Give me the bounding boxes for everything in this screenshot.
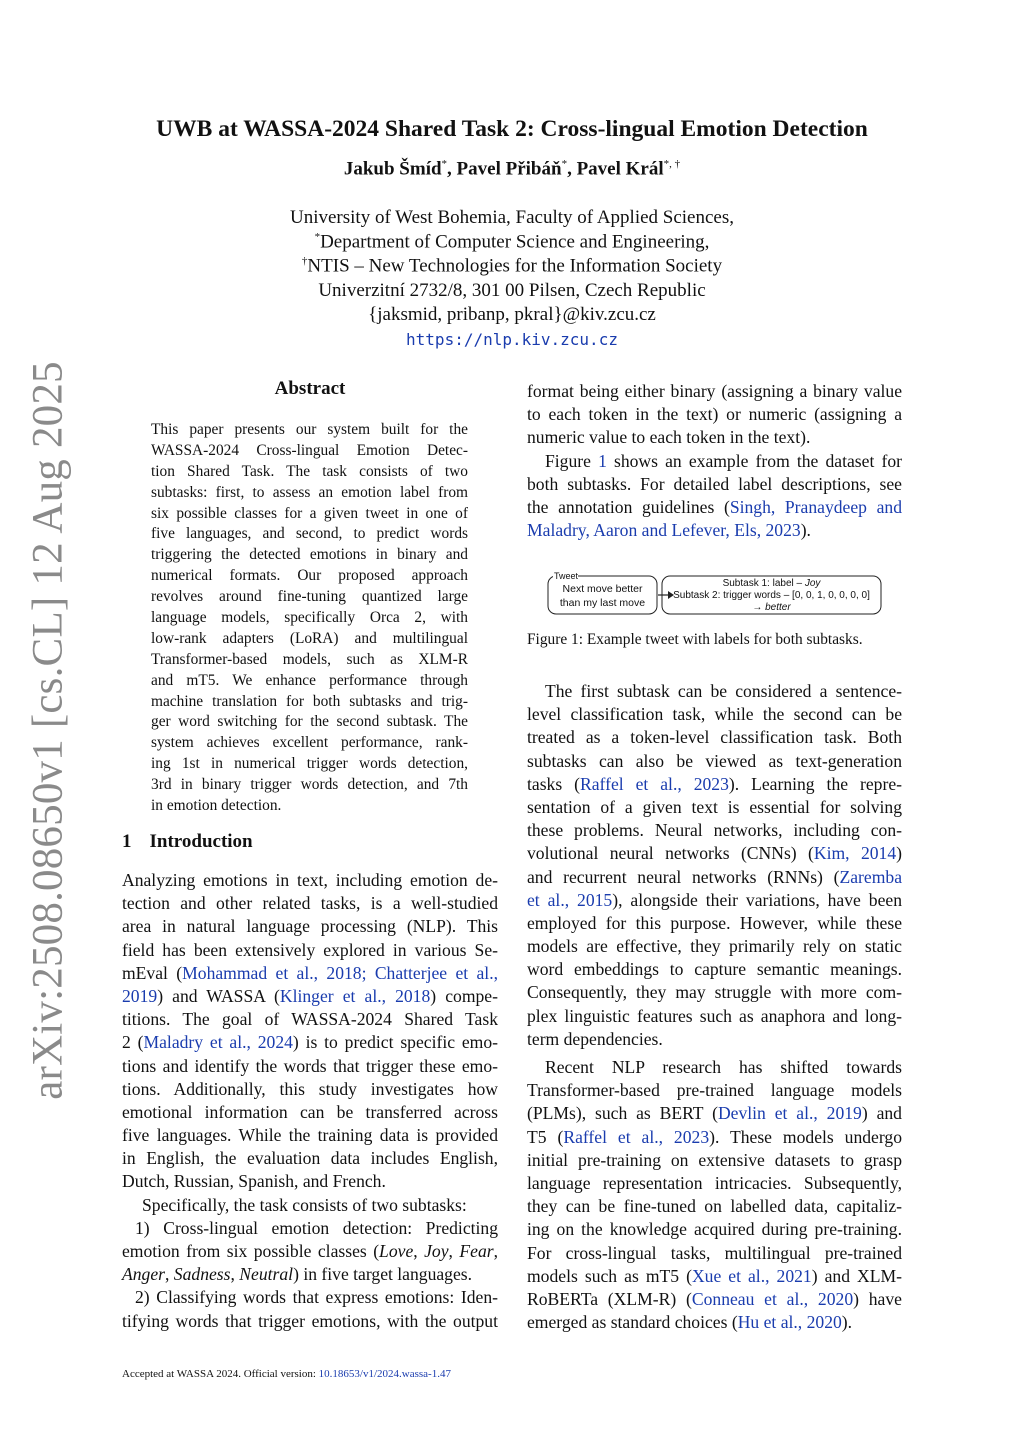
figure-1-diagram bbox=[547, 570, 887, 620]
citation-link[interactable]: Zaremba bbox=[839, 866, 902, 887]
author-mark: *, † bbox=[663, 158, 681, 170]
author-emails: {jaksmid, pribanp, pkral}@kiv.zcu.cz bbox=[368, 304, 656, 325]
abstract-line: and mT5. We enhance performance through bbox=[151, 671, 468, 689]
text-line: numeric value to each token in the text). bbox=[527, 427, 811, 448]
doi-link[interactable]: 10.18653/v1/2024.wassa-1.47 bbox=[318, 1368, 451, 1380]
text-line: Figure 1 shows an example from the dataset for bbox=[545, 450, 902, 471]
abstract-line: Transformer-based models, such as XLM-R bbox=[151, 650, 468, 668]
text-line: Anger, Sadness, Neutral) in five target languages. bbox=[122, 1264, 473, 1285]
text-line: 2019) and WASSA (Klinger et al., 2018) compe- bbox=[122, 985, 498, 1006]
footer-note: Accepted at WASSA 2024. Official version: 10.18653/v1/2024.wassa-1.47 bbox=[122, 1368, 451, 1380]
subtask-1-label: Subtask 1: label – Joy bbox=[722, 578, 821, 589]
citation-link[interactable]: Maladry et al., 2024 bbox=[143, 1032, 293, 1053]
text-line: subtasks can also be viewed as text-generation bbox=[527, 750, 902, 771]
trigger-word-label: → better bbox=[752, 602, 791, 613]
right-column-paragraph-3 bbox=[527, 1056, 902, 1334]
text-line: word embeddings to capture semantic meanings. bbox=[527, 959, 902, 980]
text-line: tions. Additionally, this study investigates how bbox=[122, 1078, 498, 1099]
affiliation-line: University of West Bohemia, Faculty of Applied Sciences, bbox=[289, 207, 734, 228]
text-line: Analyzing emotions in text, including emotion de- bbox=[122, 870, 498, 890]
subtask-2-description: 2) Classifying words that express emotions: Iden- bbox=[135, 1287, 498, 1308]
text-line: Maladry, Aaron and Lefever, Els, 2023). bbox=[527, 520, 811, 541]
text-line: (PLMs), such as BERT (Devlin et al., 2019) and bbox=[527, 1103, 902, 1124]
affiliation-line: *Department of Computer Science and Engineering, bbox=[314, 231, 710, 253]
text-line: T5 (Raffel et al., 2023). These models undergo bbox=[527, 1126, 902, 1147]
citation-link[interactable]: Maladry, Aaron and Lefever, Els, 2023 bbox=[527, 520, 801, 541]
text-line: format being either binary (assigning a binary value bbox=[527, 381, 902, 401]
right-column-paragraph-1 bbox=[527, 380, 902, 542]
text-line: tions and identify the words that trigger these emo- bbox=[122, 1055, 498, 1076]
paper-title: UWB at WASSA-2024 Shared Task 2: Cross-lingual Emotion Detection bbox=[156, 116, 868, 142]
citation-link[interactable]: 2019 bbox=[122, 985, 158, 1006]
abstract-line: tion Shared Task. The task consists of two bbox=[151, 462, 468, 480]
lab-url-row bbox=[0, 329, 1024, 351]
citation-link[interactable]: Mohammad et al., 2018; Chatterjee et al., bbox=[182, 962, 498, 983]
citation-link[interactable]: Singh, Pranaydeep and bbox=[729, 496, 902, 517]
author-mark: * bbox=[561, 158, 568, 170]
text-line: field has been extensively explored in various Se- bbox=[122, 939, 498, 960]
text-line: level classification task, while the second can be bbox=[527, 704, 902, 725]
text-line: tasks (Raffel et al., 2023). Learning the repre- bbox=[527, 773, 902, 794]
abstract-line: triggering the detected emotions in binary and bbox=[151, 546, 468, 564]
abstract-line: language models, specifically Orca 2, with bbox=[151, 609, 468, 627]
abstract-line: six possible classes for a given tweet in one of bbox=[151, 504, 468, 522]
citation-link[interactable]: Devlin et al., 2019 bbox=[717, 1103, 862, 1124]
text-line: initial pre-training on extensive datasets to grasp bbox=[527, 1149, 902, 1170]
text-line: Consequently, they may struggle with more com- bbox=[527, 982, 902, 1003]
author-kral: Pavel Král bbox=[576, 158, 664, 180]
subtask-1-description: 1) Cross-lingual emotion detection: Predicting bbox=[135, 1217, 498, 1238]
lab-url-link[interactable]: https://nlp.kiv.zcu.cz bbox=[406, 330, 618, 349]
text-line: ing on the knowledge acquired during pre-training. bbox=[527, 1219, 902, 1240]
text-line: the annotation guidelines (Singh, Pranaydeep and bbox=[527, 496, 902, 517]
text-line: five languages. While the training data is provided bbox=[122, 1125, 498, 1146]
abstract-line: subtasks: first, to assess an emotion label from bbox=[151, 483, 468, 501]
citation-link[interactable]: Raffel et al., 2023 bbox=[563, 1126, 710, 1147]
text-line: both subtasks. For detailed label descriptions, see bbox=[527, 473, 902, 494]
abstract-body bbox=[151, 420, 468, 817]
right-column-paragraph-2 bbox=[527, 680, 902, 1051]
text-line: emotional information can be transferred across bbox=[122, 1101, 498, 1122]
tweet-label: Tweet bbox=[554, 571, 579, 581]
text-line: to each token in the text) or numeric (assigning a bbox=[527, 404, 902, 425]
abstract-line: This paper presents our system built for the bbox=[151, 421, 468, 438]
text-line: Recent NLP research has shifted towards bbox=[545, 1057, 902, 1077]
intro-paragraph-2: Specifically, the task consists of two subtasks: bbox=[142, 1194, 467, 1215]
abstract-line: numerical formats. Our proposed approach bbox=[151, 567, 468, 585]
text-line: in English, the evaluation data includes English, bbox=[122, 1148, 498, 1169]
abstract-line: revolves around fine-tuning quantized large bbox=[151, 588, 468, 606]
text-line: area in natural language processing (NLP). This bbox=[122, 916, 498, 937]
text-line: RoBERTa (XLM-R) (Conneau et al., 2020) have bbox=[527, 1288, 902, 1309]
abstract-line: 3rd in binary trigger words detection, and 7th bbox=[151, 776, 468, 794]
text-line: term dependencies. bbox=[527, 1028, 663, 1049]
text-line: employed for this purpose. However, while these bbox=[527, 912, 902, 933]
citation-link[interactable]: Klinger et al., 2018 bbox=[279, 985, 431, 1006]
abstract-line: low-rank adapters (LoRA) and multilingual bbox=[151, 629, 468, 647]
text-line: and recurrent neural networks (RNNs) (Zaremba bbox=[527, 866, 902, 887]
intro-paragraph-1 bbox=[122, 869, 498, 1333]
abstract-line: machine translation for both subtasks and trig- bbox=[151, 692, 468, 710]
text-line: titions. The goal of WASSA-2024 Shared Task bbox=[122, 1009, 498, 1030]
citation-link[interactable]: Conneau et al., 2020 bbox=[691, 1288, 854, 1309]
text-line: emotion from six possible classes (Love, Joy, Fear, bbox=[122, 1241, 498, 1261]
text-line: tifying words that trigger emotions, with the output bbox=[122, 1310, 498, 1331]
affiliation-address: Univerzitní 2732/8, 301 00 Pilsen, Czech Republic bbox=[318, 280, 706, 301]
text-line: The first subtask can be considered a sentence- bbox=[545, 681, 902, 701]
text-line: volutional neural networks (CNNs) (Kim, 2014) bbox=[527, 843, 903, 864]
author-mark: * bbox=[441, 158, 448, 170]
text-line: treated as a token-level classification task. Both bbox=[527, 727, 902, 748]
text-line: models are effective, they primarily rely on static bbox=[527, 936, 902, 957]
tweet-text-line: Next move better bbox=[562, 583, 643, 595]
text-line: tection and other related tasks, is a well-studied bbox=[122, 893, 498, 914]
subtask-2-label: Subtask 2: trigger words – [0, 0, 1, 0, 0, 0, 0] bbox=[673, 590, 870, 601]
citation-link[interactable]: et al., 2015 bbox=[527, 889, 613, 910]
text-line: For cross-lingual tasks, multilingual pre-trained bbox=[527, 1242, 902, 1263]
text-line: models such as mT5 (Xue et al., 2021) and XLM- bbox=[527, 1265, 902, 1286]
author-priban: Pavel Přibáň bbox=[456, 158, 562, 180]
citation-link[interactable]: Xue et al., 2021 bbox=[691, 1265, 812, 1286]
tweet-text-line: than my last move bbox=[559, 597, 646, 609]
text-line: these problems. Neural networks, including con- bbox=[527, 820, 902, 841]
figure-1-caption: Figure 1: Example tweet with labels for both subtasks. bbox=[527, 631, 863, 648]
arxiv-identifier-stamp: arXiv:2508.08650v1 [cs.CL] 12 Aug 2025 bbox=[24, 361, 72, 1100]
abstract-line: WASSA-2024 Cross-lingual Emotion Detec- bbox=[151, 441, 468, 459]
citation-link[interactable]: Raffel et al., 2023 bbox=[580, 773, 729, 794]
text-line: mEval (Mohammad et al., 2018; Chatterjee et al., bbox=[122, 962, 498, 983]
abstract-line: ing 1st in numerical trigger words detection, bbox=[151, 755, 468, 773]
text-line: they can be fine-tuned on labelled data, capitaliz- bbox=[527, 1196, 902, 1217]
citation-link[interactable]: Kim, 2014 bbox=[813, 843, 897, 864]
text-line: sentation of a given text is essential for solving bbox=[527, 796, 902, 817]
text-line: Transformer-based pre-trained language models bbox=[527, 1080, 902, 1101]
text-line: language representation intricacies. Subsequently, bbox=[527, 1172, 902, 1193]
abstract-line: system achieves excellent performance, rank- bbox=[151, 734, 468, 752]
figure-reference-link[interactable]: 1 bbox=[598, 450, 607, 471]
abstract-line: five languages, and second, to predict words bbox=[151, 525, 468, 543]
abstract-line: in emotion detection. bbox=[151, 797, 282, 815]
citation-link[interactable]: Hu et al., 2020 bbox=[737, 1312, 842, 1333]
author-smid: Jakub Šmíd bbox=[343, 158, 442, 180]
text-line: 2 (Maladry et al., 2024) is to predict specific emo- bbox=[122, 1032, 498, 1053]
abstract-heading: Abstract bbox=[274, 378, 346, 399]
author-list: Jakub Šmíd*, Pavel Přibáň*, Pavel Král*, † bbox=[343, 158, 681, 180]
text-line: Dutch, Russian, Spanish, and French. bbox=[122, 1171, 386, 1192]
section-heading-introduction: 1 Introduction bbox=[122, 831, 253, 852]
text-line: et al., 2015), alongside their variations, have been bbox=[527, 889, 902, 910]
text-line: emerged as standard choices (Hu et al., 2020). bbox=[527, 1312, 853, 1333]
affiliation-line: †NTIS – New Technologies for the Information Society bbox=[301, 255, 723, 277]
abstract-line: ger word switching for the second subtask. The bbox=[151, 713, 468, 731]
text-line: plex linguistic features such as anaphora and long- bbox=[527, 1005, 902, 1026]
